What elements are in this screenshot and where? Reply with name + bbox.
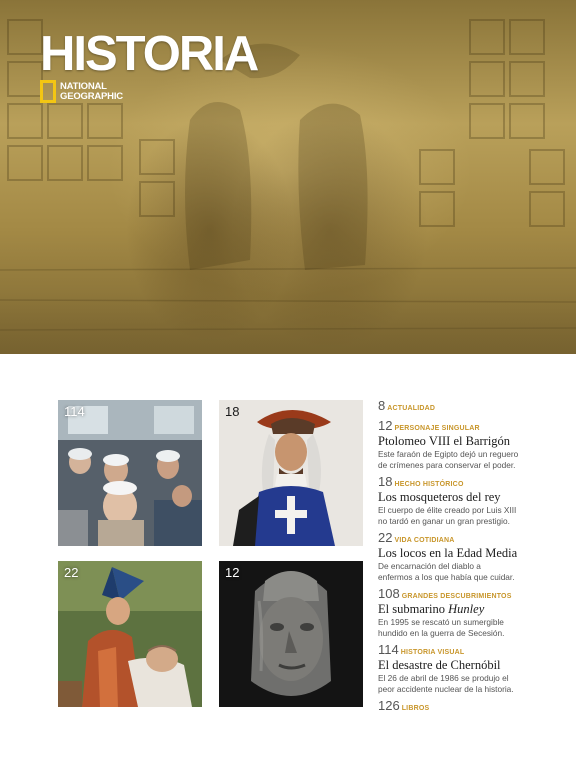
toc-entry-chernobil[interactable] bbox=[378, 642, 514, 694]
toc-entry-header bbox=[378, 698, 429, 713]
toc-section-label: ACTUALIDAD bbox=[387, 405, 436, 412]
toc-page-number: 8 bbox=[378, 398, 386, 413]
description-line: Este faraón de Egipto dejó un reguero bbox=[378, 449, 519, 459]
description-line: peor accidente nuclear de la historia. bbox=[378, 683, 514, 694]
toc-entry-header bbox=[378, 530, 517, 545]
description-line: hundido en la guerra de Secesión. bbox=[378, 627, 505, 638]
thumbnail-medieval-fool[interactable] bbox=[58, 561, 202, 707]
thumbnail-pharaoh-head[interactable] bbox=[219, 561, 363, 707]
toc-page-number: 12 bbox=[378, 418, 393, 433]
description-line: De encarnación del diablo a bbox=[378, 561, 481, 571]
toc-entry-ptolomeo[interactable] bbox=[378, 418, 518, 470]
toc-article-title: Los locos en la Edad Media bbox=[378, 546, 518, 560]
toc-entry-libros[interactable] bbox=[378, 698, 429, 713]
description-line: de crímenes para conservar el poder. bbox=[378, 459, 516, 470]
national-geographic-logo-icon bbox=[40, 80, 56, 103]
toc-section-label: HISTORIA VISUAL bbox=[400, 649, 465, 656]
toc-article-description bbox=[378, 505, 516, 526]
medieval-painting-photo bbox=[58, 561, 202, 707]
toc-entry-header bbox=[378, 398, 435, 413]
toc-page-number: 108 bbox=[378, 586, 400, 601]
toc-page-number: 126 bbox=[378, 698, 400, 713]
brand-name bbox=[60, 82, 123, 101]
toc-entry-header bbox=[378, 586, 512, 601]
toc-article-title: El desastre de Chernóbil bbox=[378, 658, 501, 672]
toc-section-label: VIDA COTIDIANA bbox=[394, 537, 455, 544]
description-line: no tardó en ganar un gran prestigio. bbox=[378, 515, 510, 526]
magazine-masthead bbox=[40, 27, 258, 103]
thumbnail-page-number: 12 bbox=[225, 565, 240, 580]
toc-article-title bbox=[378, 602, 512, 616]
toc-entry-mosqueteros[interactable] bbox=[378, 474, 516, 526]
bus-passengers-photo bbox=[58, 400, 202, 546]
brand-line-2: GEOGRAPHIC bbox=[60, 90, 123, 102]
title-italic-part: Hunley bbox=[448, 602, 485, 616]
brand-row bbox=[40, 80, 257, 103]
thumbnail-bus-passengers[interactable] bbox=[58, 400, 202, 546]
toc-section-label: PERSONAJE SINGULAR bbox=[394, 425, 480, 432]
toc-section-label: HECHO HISTÓRICO bbox=[394, 481, 464, 488]
toc-page-number: 22 bbox=[378, 530, 393, 545]
toc-article-description bbox=[378, 617, 512, 638]
toc-section-label: GRANDES DESCUBRIMIENTOS bbox=[401, 593, 512, 600]
toc-article-description bbox=[378, 561, 517, 582]
hero-bottom-shade bbox=[0, 294, 576, 354]
toc-article-title: Ptolomeo VIII el Barrigón bbox=[378, 434, 511, 448]
thumbnail-page-number: 22 bbox=[64, 565, 79, 580]
pharaoh-head-photo bbox=[219, 561, 363, 707]
description-line: En 1995 se rescató un sumergible bbox=[378, 617, 504, 627]
toc-article-title: Los mosqueteros del rey bbox=[378, 490, 501, 504]
toc-article-description bbox=[378, 673, 514, 694]
toc-entry-actualidad[interactable] bbox=[378, 398, 435, 413]
musketeer-photo bbox=[219, 400, 363, 546]
brand-line-1: NATIONAL bbox=[60, 81, 107, 92]
description-line: El cuerpo de élite creado por Luis XIII bbox=[378, 505, 517, 515]
thumbnail-musketeer[interactable] bbox=[219, 400, 363, 546]
description-line: El 26 de abril de 1986 se produjo el bbox=[378, 673, 509, 683]
toc-entry-header bbox=[378, 418, 518, 433]
toc-entry-header bbox=[378, 474, 516, 489]
toc-page-number: 18 bbox=[378, 474, 393, 489]
thumbnail-page-number: 18 bbox=[225, 404, 240, 419]
toc-article-description bbox=[378, 449, 518, 470]
description-line: enfermos a los que había que cuidar. bbox=[378, 571, 515, 582]
toc-section-label: LIBROS bbox=[401, 705, 430, 712]
toc-entry-locos[interactable] bbox=[378, 530, 517, 582]
toc-entry-header bbox=[378, 642, 514, 657]
toc-page-number: 114 bbox=[378, 642, 399, 657]
hero-image-maya-relief bbox=[0, 0, 576, 354]
thumbnail-page-number: 114 bbox=[64, 404, 85, 419]
title-plain-part: El submarino bbox=[378, 602, 449, 616]
toc-entry-hunley[interactable] bbox=[378, 586, 512, 638]
magazine-title: HISTORIA bbox=[40, 27, 258, 81]
